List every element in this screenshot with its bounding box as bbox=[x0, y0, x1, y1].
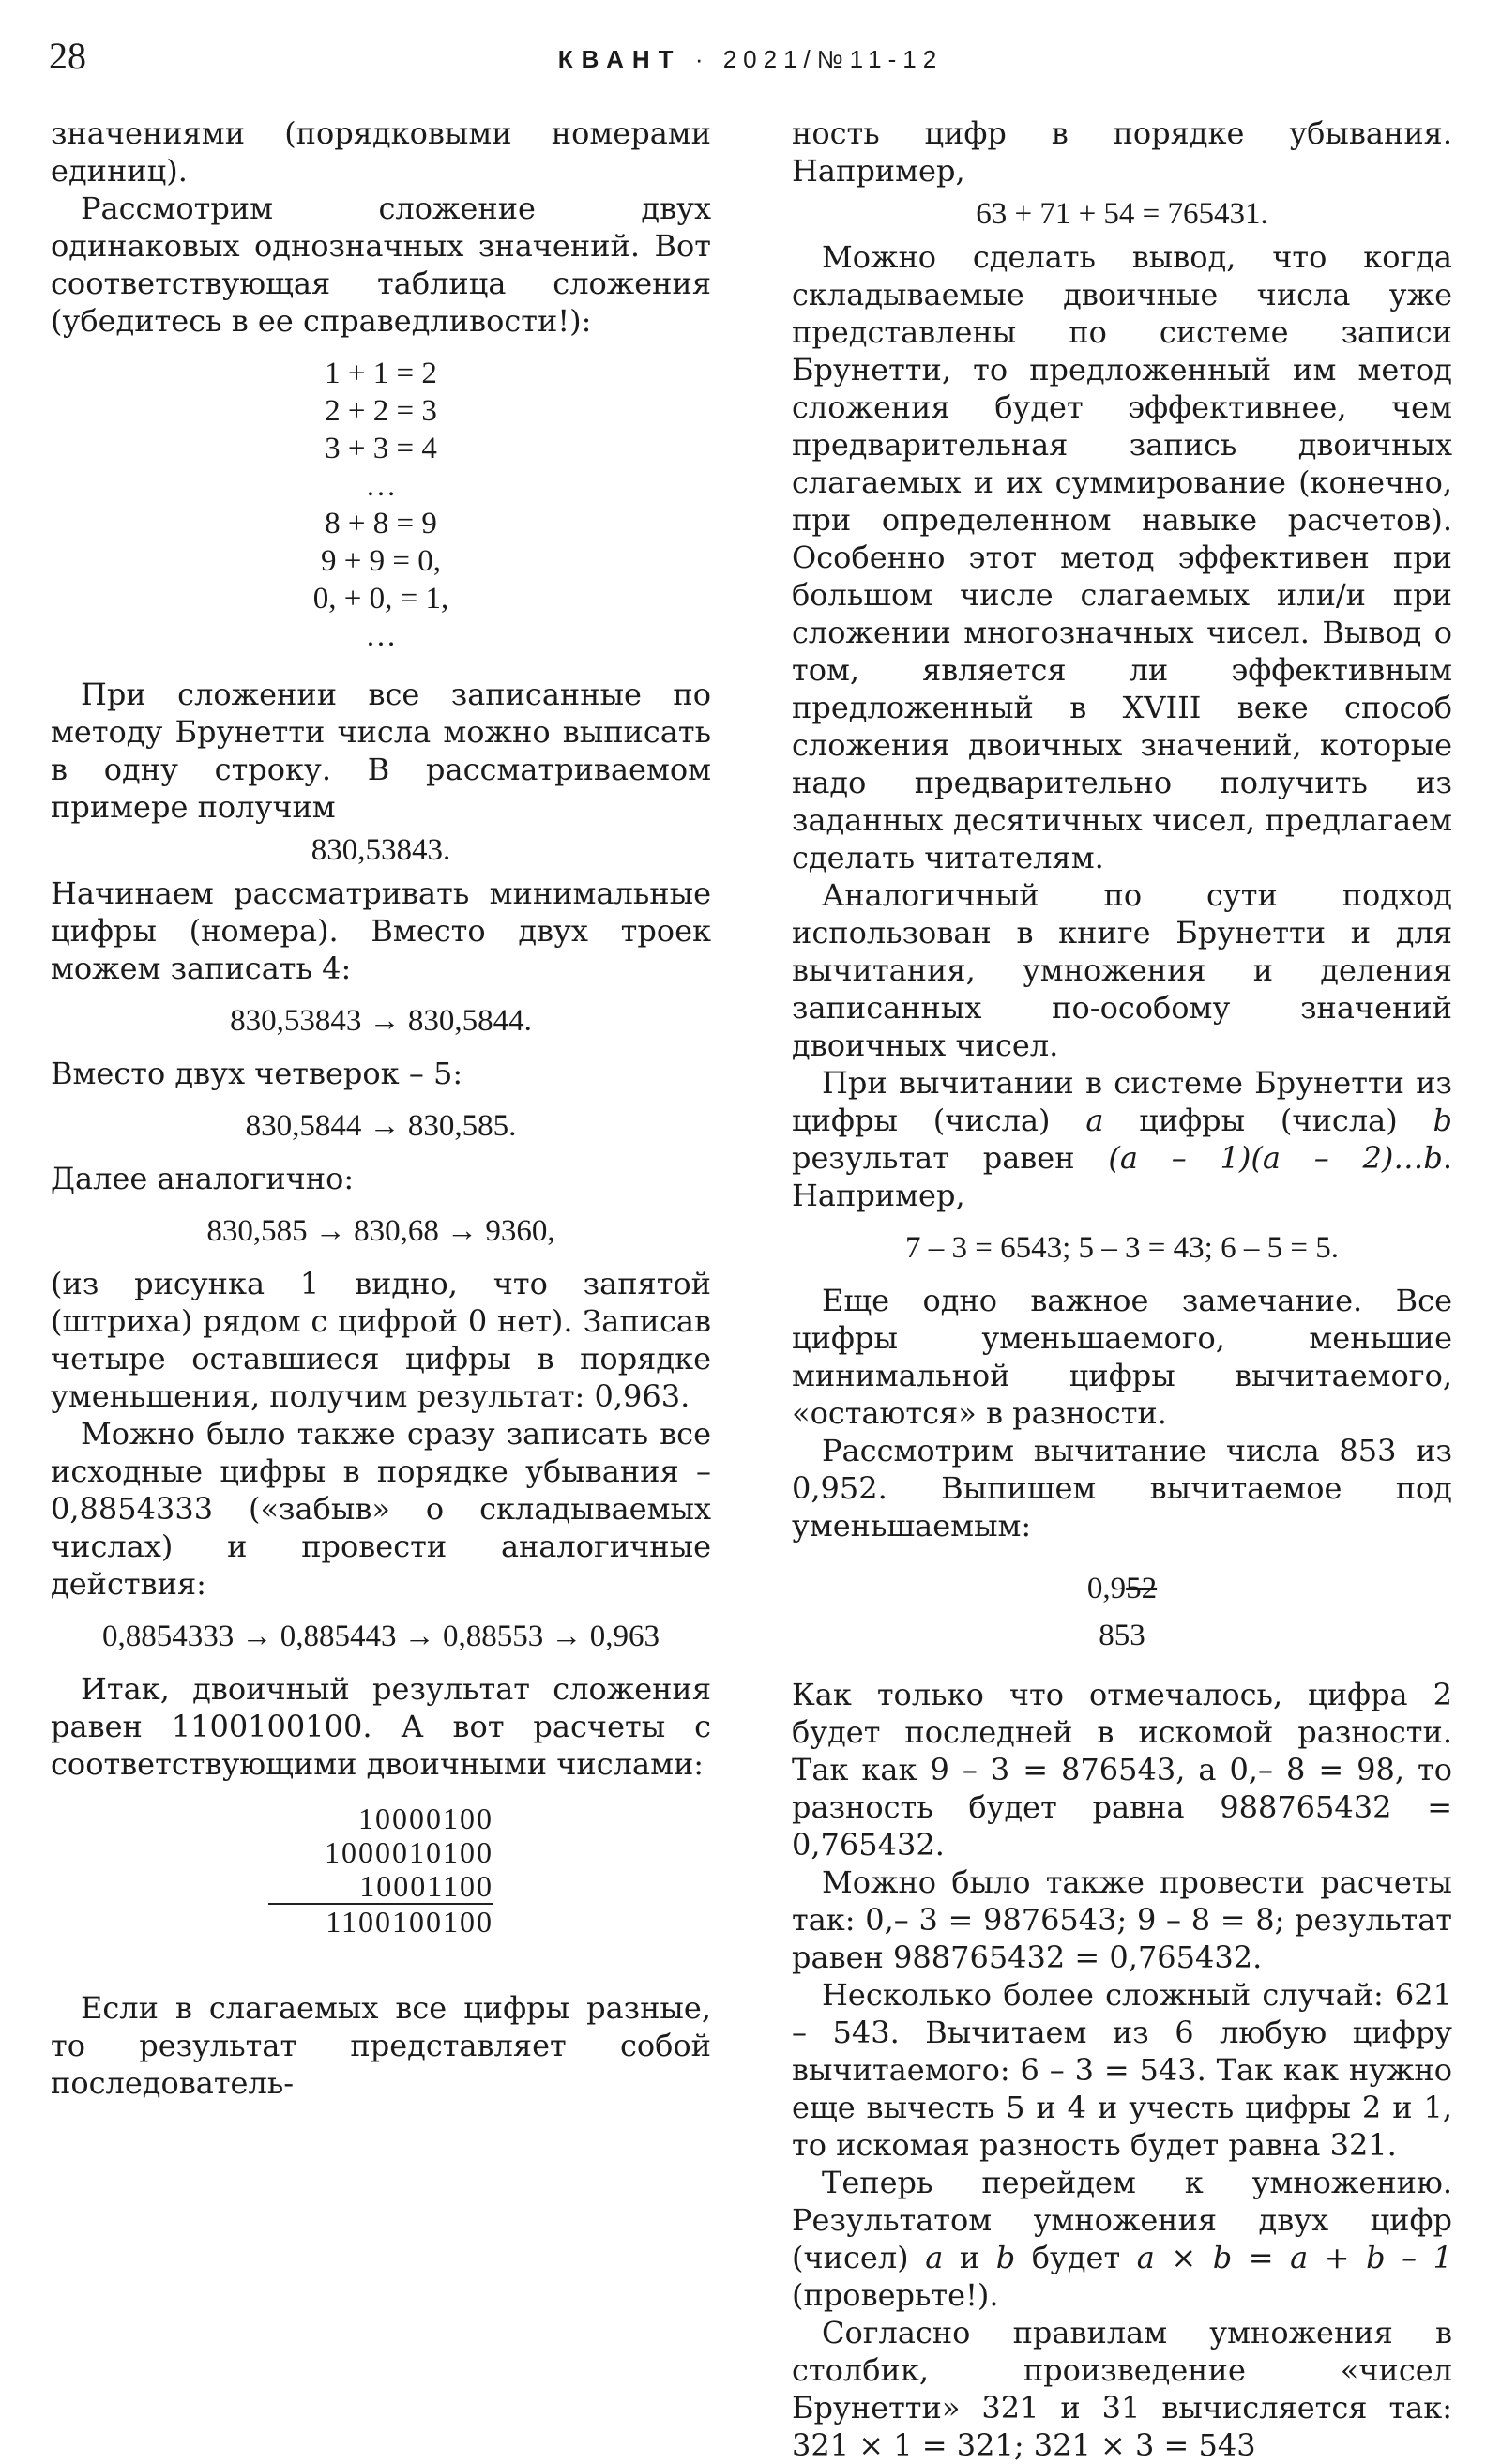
sum-result: 1100100100 bbox=[326, 1905, 493, 1939]
variable: a bbox=[1085, 1103, 1104, 1138]
formula: 830,53843 → 830,5844. bbox=[230, 1004, 532, 1038]
formula: 830,53843. bbox=[311, 833, 451, 867]
binary-sum bbox=[268, 1802, 493, 1939]
text-run: цифры (числа) bbox=[1103, 1103, 1433, 1138]
paragraph bbox=[792, 1064, 1452, 1214]
paragraph: Далее аналогично: bbox=[51, 1161, 355, 1196]
table-row: 0, + 0, = 1, bbox=[312, 582, 449, 616]
text-run: Теперь перейдем к умножению. Результатом умножения двух цифр (чисел) bbox=[792, 2165, 1452, 2275]
page-number: 28 bbox=[49, 35, 86, 77]
table-row: … bbox=[365, 469, 397, 503]
paragraph: Итак, двоичный результат сложения равен 1100100100. А вот расчеты с соответствующими двоичными числами: bbox=[51, 1671, 711, 1782]
journal-title: КВАНТ bbox=[557, 45, 682, 73]
addition-table bbox=[51, 355, 711, 655]
formula: 830,585 → 830,68 → 9360, bbox=[206, 1214, 555, 1248]
subtraction-layout bbox=[792, 1565, 1452, 1659]
paragraph: Если в слагаемых все цифры разные, то результат представляет собой последователь- bbox=[51, 1990, 711, 2101]
formula: 7 – 3 = 6543; 5 – 3 = 43; 6 – 5 = 5. bbox=[905, 1231, 1339, 1265]
paragraph: Можно было также сразу записать все исходные цифры в порядке убывания – 0,8854333 («забыв» о складываемых числах) и провести аналогичные действия: bbox=[51, 1416, 711, 1602]
addend: 1000010100 bbox=[325, 1835, 493, 1869]
subtrahend: 853 bbox=[1099, 1619, 1145, 1652]
table-row: 9 + 9 = 0, bbox=[321, 544, 441, 578]
formula: 830,5844 → 830,585. bbox=[245, 1109, 517, 1143]
formula: 0,8854333 → 0,885443 → 0,88553 → 0,963 bbox=[102, 1620, 660, 1653]
addend: 10001100 bbox=[268, 1869, 493, 1905]
paragraph: Рассмотрим сложение двух одинаковых однозначных значений. Вот соответствующая таблица сложения (убедитесь в ее справедливости!): bbox=[51, 190, 711, 339]
text-run: (проверьте!). bbox=[792, 2277, 999, 2313]
table-row: 2 + 2 = 3 bbox=[325, 394, 437, 428]
table-row: 3 + 3 = 4 bbox=[325, 432, 437, 465]
variable: b bbox=[1433, 1103, 1452, 1138]
formula: 63 + 71 + 54 = 765431. bbox=[976, 197, 1268, 231]
formula-inline: (a – 1)(a – 2)…b bbox=[1108, 1140, 1443, 1176]
text-run: 0,9 bbox=[1086, 1572, 1127, 1605]
formula-inline: a × b = a + b – 1 bbox=[1136, 2240, 1452, 2275]
right-column bbox=[792, 114, 1452, 2464]
running-head bbox=[49, 45, 1452, 74]
text-run: . Например, bbox=[792, 1140, 1453, 1213]
minuend bbox=[792, 1565, 1452, 1612]
text-run: и bbox=[943, 2240, 996, 2275]
paragraph: значениями (порядковыми номерами единиц). bbox=[51, 115, 711, 189]
paragraph: Начинаем рассматривать минимальные цифры (номера). Вместо двух троек можем записать 4: bbox=[51, 875, 711, 986]
struck-digits: 52 bbox=[1126, 1572, 1158, 1605]
paragraph: Аналогичный по сути подход использован в книге Брунетти и для вычитания, умножения и деления записанных по-особому значений двоичных чисел. bbox=[792, 877, 1452, 1063]
paragraph: Вместо двух четверок – 5: bbox=[51, 1056, 463, 1091]
paragraph: Несколько более сложный случай: 621 – 543. Вычитаем из 6 любую цифру вычитаемого: 6 – 3 = 543. Так как нужно еще вычесть 5 и 4 и учесть цифры 2 и 1, то искомая разность будет равна 321. bbox=[792, 1977, 1452, 2163]
variable: a bbox=[925, 2240, 944, 2275]
table-row: 1 + 1 = 2 bbox=[325, 357, 437, 390]
text-run: При вычитании в системе Брунетти из цифры (числа) bbox=[792, 1065, 1452, 1138]
paragraph: Рассмотрим вычитание числа 853 из 0,952. Выпишем вычитаемое под уменьшаемым: bbox=[792, 1433, 1452, 1544]
paragraph: Как только что отмечалось, цифра 2 будет последней в искомой разности. Так как 9 – 3 = 876543, а 0,– 8 = 98, то разность будет равна 988765432 = 0,765432. bbox=[792, 1677, 1452, 1863]
left-column bbox=[51, 114, 711, 2102]
variable: b bbox=[995, 2240, 1016, 2275]
paragraph: Согласно правилам умножения в столбик, произведение «чисел Брунетти» 321 и 31 вычисляется так: 321 × 1 = 321; 321 × 3 = 543 bbox=[792, 2315, 1452, 2463]
addend: 10000100 bbox=[358, 1802, 493, 1835]
paragraph: ность цифр в порядке убывания. Например, bbox=[792, 115, 1452, 189]
paragraph bbox=[792, 2164, 1452, 2314]
text-run: результат равен bbox=[792, 1140, 1109, 1176]
paragraph: Можно было также провести расчеты так: 0,– 3 = 9876543; 9 – 8 = 8; результат равен 988765432 = 0,765432. bbox=[792, 1864, 1452, 1975]
issue-info: · 2021/№11-12 bbox=[694, 45, 944, 73]
paragraph: (из рисунка 1 видно, что запятой (штриха) рядом с цифрой 0 нет). Записав четыре оставшиеся цифры в порядке уменьшения, получим результат: 0,963. bbox=[51, 1266, 711, 1414]
paragraph: Еще одно важное замечание. Все цифры уменьшаемого, меньшие минимальной цифры вычитаемого, «остаются» в разности. bbox=[792, 1283, 1452, 1431]
page-header bbox=[49, 34, 1452, 90]
table-row: … bbox=[365, 619, 397, 653]
paragraph: Можно сделать вывод, что когда складываемые двоичные числа уже представлены по системе записи Брунетти, то предложенный им метод сложения будет эффективнее, чем предварительная запись двоичных слагаемых и их суммирование (конечно, при определенном навыке расчетов). Особенно этот метод эффективен при большом числе слагаемых или/и при сложении многозначных чисел. Вывод о том, является ли эффективным предложенный в XVIII веке способ сложения двоичных значений, которые надо предварительно получить из заданных десятичных чисел, предлагаем сделать читателям. bbox=[792, 239, 1452, 875]
paragraph: При сложении все записанные по методу Брунетти числа можно выписать в одну строку. В рассматриваемом примере получим bbox=[51, 677, 711, 825]
table-row: 8 + 8 = 9 bbox=[325, 507, 437, 540]
text-run: будет bbox=[1015, 2240, 1137, 2275]
